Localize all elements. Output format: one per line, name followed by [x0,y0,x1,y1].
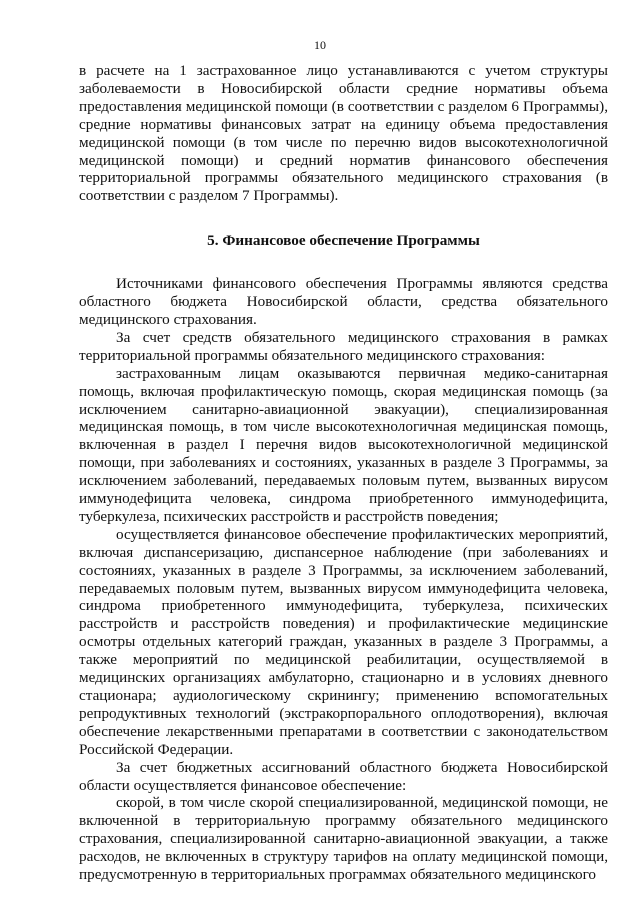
paragraph-preventive-funding: осуществляется финансовое обеспечение профилактических мероприятий, включая диспансеризацию, диспансерное наблюдение (при заболеваниях и состояниях, указанных в разделе 3 Программы, за исключением заболеваний, передаваемых половым путем, вызванных вирусом иммунодефицита человека, синдрома приобретенного иммунодефицита, туберкулеза, психических расстройств и расстройств поведения) и профилактические медицинские осмотры отдельных категорий граждан, указанных в разделе 3 Программы, а также мероприятий по медицинской реабилитации, осуществляемой в медицинских организациях амбулаторно, стационарно и в условиях дневного стационара; аудиологическому скринингу; применению вспомогательных репродуктивных технологий (экстракорпорального оплодотворения), включая обеспечение лекарственными препаратами в соответствии с законодательством Российской Федерации. [79,525,608,758]
page-number: 10 [314,38,326,52]
document-body [79,62,608,884]
section-heading: 5. Финансовое обеспечение Программы [207,232,480,250]
paragraph-emergency-care: скорой, в том числе скорой специализированной, медицинской помощи, не включенной в территориальную программу обязательного медицинского страхования, специализированной санитарно-авиационной эвакуации, а также расходов, не включенных в структуру тарифов на оплату медицинской помощи, предусмотренную в территориальных программах обязательного медицинского [79,794,608,884]
paragraph-oms-intro: За счет средств обязательного медицинского страхования в рамках территориальной программы обязательного медицинского страхования: [79,328,608,364]
paragraph-budget-intro: За счет бюджетных ассигнований областного бюджета Новосибирской области осуществляется финансовое обеспечение: [79,758,608,794]
paragraph-continuation: в расчете на 1 застрахованное лицо устанавливаются с учетом структуры заболеваемости в Новосибирской области средние нормативы объема предоставления медицинской помощи (в соответствии с разделом 6 Программы), средние нормативы финансовых затрат на единицу объема предоставления медицинской помощи (в том числе по перечню видов высокотехнологичной медицинской помощи) и средний норматив финансового обеспечения территориальной программы обязательного медицинского страхования (в соответствии с разделом 7 Программы). [79,62,608,205]
paragraph-funding-sources: Источниками финансового обеспечения Программы являются средства областного бюджета Новосибирской области, средства обязательного медицинского страхования. [79,275,608,328]
paragraph-insured-care: застрахованным лицам оказываются первичная медико-санитарная помощь, включая профилактическую помощь, скорая медицинская помощь (за исключением санитарно-авиационной эвакуации), специализированная медицинская помощь, в том числе высокотехнологичная медицинская помощь, включенная в раздел I перечня видов высокотехнологичной медицинской помощи, при заболеваниях и состояниях, указанных в разделе 3 Программы, за исключением заболеваний, передаваемых половым путем, вызванных вирусом иммунодефицита человека, синдрома приобретенного иммунодефицита, туберкулеза, психических расстройств и расстройств поведения; [79,364,608,525]
